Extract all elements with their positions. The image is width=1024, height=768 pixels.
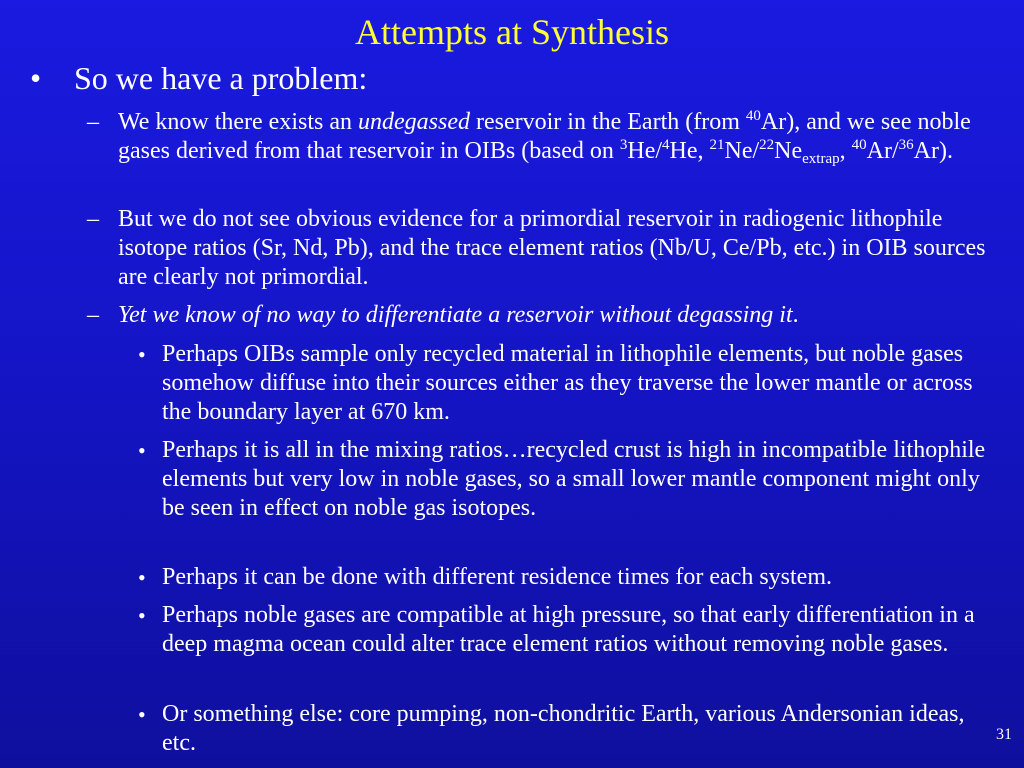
sub-bullet-text: Perhaps it can be done with different residence times for each system. <box>162 564 832 590</box>
subscript: extrap <box>802 151 840 167</box>
sub-bullet-1 <box>138 340 1004 427</box>
dash-item-1 <box>87 108 999 166</box>
sub-bullet-text: Perhaps it is all in the mixing ratios…recycled crust is high in incompatible lithophile elements but very low in noble gases, so a small lower mantle component might only be seen in effect on noble gas isotopes. <box>162 437 986 521</box>
dash-marker: – <box>87 206 99 232</box>
text-run: reservoir in the Earth (from <box>469 109 746 135</box>
text-run: Ne/ <box>724 138 760 164</box>
dash-marker: – <box>87 302 99 328</box>
sub-bullet-5 <box>138 700 1004 758</box>
text-run: , <box>839 138 852 164</box>
dash-marker: – <box>87 109 99 135</box>
text-run: We know there exists an <box>118 109 358 135</box>
sub-bullet-text: Or something else: core pumping, non-chondritic Earth, various Andersonian ideas, etc. <box>162 701 965 756</box>
text-run-italic: Yet we know of no way to differentiate a reservoir without degassing it <box>118 302 793 328</box>
superscript: 40 <box>851 137 867 153</box>
superscript: 40 <box>745 108 761 124</box>
sub-bullet-marker: • <box>138 438 146 463</box>
sub-bullet-3 <box>138 563 1004 592</box>
sub-bullet-2 <box>138 436 1004 523</box>
sub-bullet-4 <box>138 601 1004 659</box>
dash-item-3 <box>87 301 999 330</box>
sub-bullet-marker: • <box>138 342 146 367</box>
sub-bullet-marker: • <box>138 565 146 590</box>
dash-item-2 <box>87 205 999 292</box>
text-run: . <box>792 302 799 328</box>
dash-item-2-text: But we do not see obvious evidence for a primordial reservoir in radiogenic lithophile isotope ratios (Sr, Nd, Pb), and the trace element ratios (Nb/U, Ce/Pb, etc.) in OIB sources are clearly not primordial. <box>118 206 986 290</box>
superscript: 4 <box>662 137 670 153</box>
main-bullet-text: So we have a problem: <box>74 60 368 96</box>
superscript: 36 <box>898 137 914 153</box>
sub-bullet-marker: • <box>138 603 146 628</box>
superscript: 21 <box>709 137 725 153</box>
text-run: Ne <box>774 138 803 164</box>
sub-bullet-text: Perhaps noble gases are compatible at high pressure, so that early differentiation in a deep magma ocean could alter trace element ratios without removing noble gases. <box>162 602 975 657</box>
text-run: Ar). <box>913 138 953 164</box>
text-run: He, <box>669 138 710 164</box>
slide-title: Attempts at Synthesis <box>355 12 669 52</box>
page-number: 31 <box>996 726 1012 743</box>
text-run-italic: undegassed <box>358 109 470 135</box>
dash-item-1-text <box>118 108 999 166</box>
text-run: Ar/ <box>866 138 899 164</box>
sub-bullet-text: Perhaps OIBs sample only recycled material in lithophile elements, but noble gases somehow diffuse into their sources either as they traverse the lower mantle or across the boundary layer at 670 km. <box>162 341 973 425</box>
main-bullet <box>30 58 367 98</box>
text-run: Ar), and we see noble gases derived from that reservoir in OIBs (based on <box>118 109 971 164</box>
bullet-marker: • <box>30 60 42 96</box>
superscript: 22 <box>759 137 775 153</box>
sub-bullet-marker: • <box>138 702 146 727</box>
superscript: 3 <box>619 137 628 153</box>
dash-item-3-text <box>118 301 999 330</box>
text-run: He/ <box>627 138 663 164</box>
